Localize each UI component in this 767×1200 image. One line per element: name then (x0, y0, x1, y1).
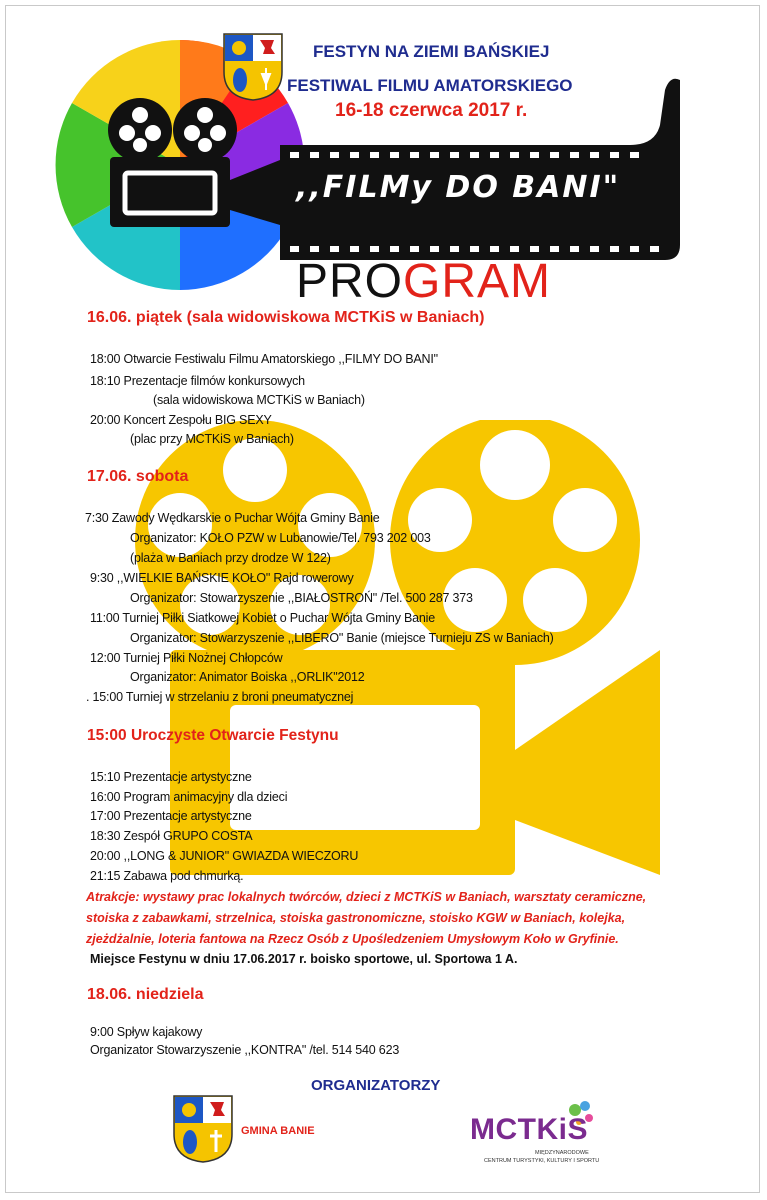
day2-line-5: 11:00 Turniej Piłki Siatkowej Kobiet o Puchar Wójta Gminy Banie (90, 611, 435, 625)
day2-line-1: Organizator: KOŁO PZW w Lubanowie/Tel. 793 202 003 (130, 531, 431, 545)
day2-heading: 17.06. sobota (87, 468, 189, 485)
day2-evening-line-0: 15:10 Prezentacje artystyczne (90, 770, 252, 784)
coat-of-arms-icon (222, 32, 284, 102)
day2-line-0: 7:30 Zawody Wędkarskie o Puchar Wójta Gminy Banie (85, 511, 380, 525)
program-title-part2: GRAM (403, 255, 552, 308)
day1-line-1: 18:10 Prezentacje filmów konkursowych (90, 374, 305, 388)
day3-line-0: 9:00 Spływ kajakowy (90, 1025, 203, 1039)
day1-line-2: (sala widowiskowa MCTKiS w Baniach) (153, 393, 365, 407)
day2-line-9: . 15:00 Turniej w strzelaniu z broni pneumatycznej (86, 690, 354, 704)
day2-evening-line-2: 17:00 Prezentacje artystyczne (90, 809, 252, 823)
mctkis-subtitle-2: CENTRUM TURYSTYKI, KULTURY I SPORTU (484, 1158, 600, 1164)
day1-line-3: 20:00 Koncert Zespołu BIG SEXY (90, 413, 272, 427)
gmina-banie-label: GMINA BANIE (241, 1125, 315, 1137)
day1-line-4: (plac przy MCTKiS w Baniach) (130, 432, 294, 446)
mctkis-subtitle-1: MIĘDZYNARODOWE (535, 1150, 589, 1156)
gmina-coat-of-arms-icon (172, 1093, 234, 1165)
festival-banner-title: ,,FILMy DO BANI" (296, 170, 621, 205)
day2-line-8: Organizator: Animator Boiska ,,ORLIK"2012 (130, 670, 365, 684)
day2-line-7: 12:00 Turniej Piłki Nożnej Chłopców (90, 651, 283, 665)
program-title (296, 254, 551, 309)
day2-evening-line-3: 18:30 Zespół GRUPO COSTA (90, 829, 253, 843)
day2-line-3: 9:30 ,,WIELKIE BAŃSKIE KOŁO" Rajd rowerowy (90, 571, 354, 585)
day1-heading: 16.06. piątek (sala widowiskowa MCTKiS w Baniach) (87, 309, 485, 326)
festival-opening: 15:00 Uroczyste Otwarcie Festynu (87, 727, 339, 744)
day3-heading: 18.06. niedziela (87, 986, 204, 1003)
organizers-heading: ORGANIZATORZY (311, 1077, 441, 1094)
day2-evening-line-1: 16:00 Program animacyjny dla dzieci (90, 790, 288, 804)
day1-line-0: 18:00 Otwarcie Festiwalu Filmu Amatorskiego ,,FILMY DO BANI" (90, 352, 438, 366)
attractions-line-0: Atrakcje: wystawy prac lokalnych twórców, dzieci z MCTKiS w Baniach, warsztaty ceramiczne, (86, 890, 647, 904)
day2-evening-line-4: 20:00 ,,LONG & JUNIOR" GWIAZDA WIECZORU (90, 849, 359, 863)
festival-venue: Miejsce Festynu w dniu 17.06.2017 r. boisko sportowe, ul. Sportowa 1 A. (90, 952, 518, 966)
day2-line-4: Organizator: Stowarzyszenie ,,BIAŁOSTROŃ" /Tel. 500 287 373 (130, 591, 473, 605)
program-title-part1: PRO (296, 255, 404, 308)
day2-line-6: Organizator: Stowarzyszenie ,,LIBERO" Banie (miejsce Turnieju ZS w Baniach) (130, 631, 554, 645)
projector-icon (85, 95, 285, 230)
header-dates: 16-18 czerwca 2017 r. (335, 100, 528, 121)
header-line-2: FESTIWAL FILMU AMATORSKIEGO (287, 76, 573, 95)
day3-line-1: Organizator Stowarzyszenie ,,KONTRA" /tel. 514 540 623 (90, 1043, 400, 1057)
mctkis-logo-text: MCTKiS (470, 1113, 588, 1146)
day2-evening-line-5: 21:15 Zabawa pod chmurką. (90, 869, 244, 883)
attractions-line-1: stoiska z zabawkami, strzelnica, stoiska gastronomiczne, stoisko KGW w Baniach, kolejka, (86, 911, 626, 925)
header-line-1: FESTYN NA ZIEMI BAŃSKIEJ (313, 42, 550, 61)
attractions-line-2: zjeżdżalnie, loteria fantowa na Rzecz Osób z Upośledzeniem Umysłowym Koło w Gryfinie. (86, 932, 619, 946)
day2-line-2: (plaża w Baniach przy drodze W 122) (130, 551, 331, 565)
